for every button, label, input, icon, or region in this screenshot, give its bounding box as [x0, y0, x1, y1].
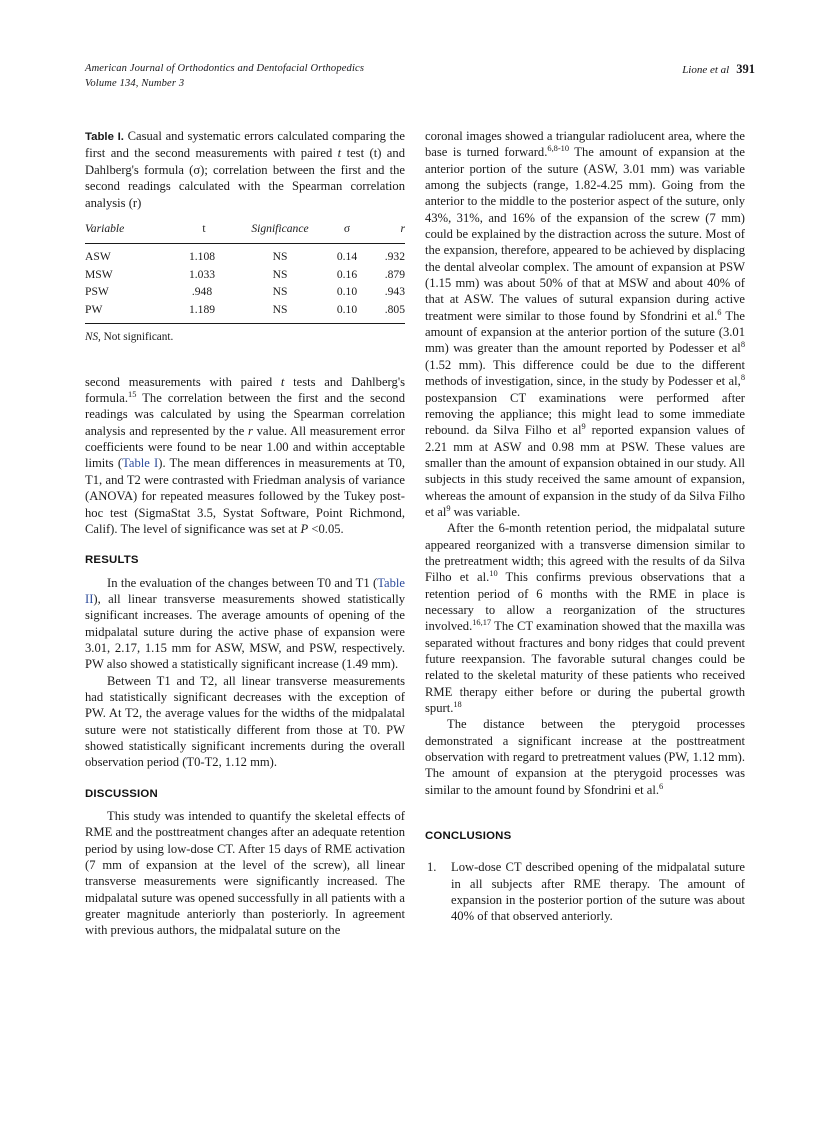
cell-significance: NS — [272, 302, 288, 316]
running-head — [85, 62, 755, 91]
text-segment: ). The mean differences in measurements at T0, T1, and T2 were contrasted with Friedman analysis of variance (ANOVA) for repeated measures followed by the Tukey post-hoc test (SigmaStat 3.5, Systat Software, Point Richmond, Calif). The level of significance was set at — [85, 456, 406, 536]
right-column — [425, 128, 745, 925]
reference-superscript: 6,8-10 — [547, 144, 570, 154]
reference-superscript: 8 — [740, 340, 745, 350]
table-row — [85, 283, 405, 300]
volume-issue: Volume 134, Number 3 — [85, 77, 185, 89]
conclusions-list — [425, 859, 745, 924]
cell-variable: PW — [85, 302, 103, 316]
running-head-left — [85, 62, 364, 91]
heading-discussion: DISCUSSION — [85, 787, 158, 800]
paragraph-results-2: Between T1 and T2, all linear transverse measurements had statistically significant decreases with the exception of PW. At T2, the average values for the widths of the midpalatal suture were not statistically different from those at T0. PW showed statistically significant increments during the overall observation period (T0-T2, 1.12 mm). — [85, 673, 405, 770]
journal-title: American Journal of Orthodontics and Dentofacial Orthopedics — [85, 63, 365, 74]
text-segment: The correlation between the first and the second readings was calculated by using the Spearman correlation analysis and represented by the — [85, 391, 405, 438]
text-segment: ), all linear transverse measurements showed statistically significant increases. The average amounts of opening of the midpalatal suture during the active phase of expansion were 3.01, 2.17, 1.15 mm for ASW, MSW, and PSW, respectively. PW also showed a statistically significant increase (1.49 mm). — [85, 591, 405, 672]
left-column — [85, 128, 405, 939]
table-row — [85, 300, 405, 322]
cell-r: .805 — [384, 302, 405, 316]
cell-variable: MSW — [85, 267, 113, 281]
table-1-caption-part-1: Casual and systematic errors calculated comparing the first and the second measurements with paired — [85, 129, 405, 161]
cell-significance: NS — [272, 267, 288, 281]
paragraph-discussion-continued — [425, 128, 745, 520]
table-header-row — [85, 220, 405, 244]
paragraph-results-1 — [85, 575, 405, 673]
cell-sigma: 0.10 — [336, 285, 358, 299]
italic-p: P — [300, 521, 309, 536]
paragraph-methods-continued — [85, 374, 405, 537]
cell-sigma: 0.14 — [336, 250, 358, 264]
text-segment: The amount of expansion at the anterior portion of the suture (3.01 mm) was greater than the amount reported by Podesser et al — [425, 308, 745, 356]
table-1-body — [85, 244, 405, 323]
table-1-head — [85, 220, 405, 244]
table-1-block — [85, 128, 405, 344]
reference-superscript: 6 — [659, 781, 664, 791]
heading-results: RESULTS — [85, 554, 139, 567]
table-1-footnote — [85, 330, 405, 344]
col-header-significance: Significance — [237, 220, 323, 244]
reference-superscript: 15 — [128, 389, 137, 399]
cell-variable: ASW — [85, 250, 111, 264]
paragraph-retention — [425, 520, 745, 716]
cell-significance: NS — [272, 285, 288, 299]
text-segment: The CT examination showed that the maxilla was separated without fractures and bony ridges that could prevent future reexpansion. The favorable sutural changes could be related to the skeletal maturity of these patients who received RME therapy either before or during the pubertal growth spurt. — [425, 619, 745, 716]
table-2-crossref-link[interactable]: Table II — [85, 575, 405, 606]
running-head-authors: Lione et al — [682, 64, 730, 76]
cell-variable: PSW — [85, 285, 109, 299]
cell-r: .932 — [384, 250, 405, 264]
text-segment: reported expansion values of 2.21 mm at ASW and 0.98 mm at PSW. These values are smaller than the amount of expansion obtained in our study. All subjects in this study received the same amount of expansion, whereas the amount of expansion in the study of da Silva Filho et al — [425, 423, 745, 519]
table-row — [85, 244, 405, 266]
cell-significance: NS — [272, 250, 288, 264]
text-segment: second measurements with paired — [85, 374, 281, 389]
footnote-abbr: NS, — [85, 330, 101, 343]
cell-r: .879 — [384, 267, 405, 281]
cell-sigma: 0.16 — [336, 267, 358, 281]
text-segment: tests and Dahlberg's formula. — [85, 374, 405, 406]
text-segment: After the 6-month retention period, the midpalatal suture appeared reorganized with a transverse dimension similar to the pretreatment width; this agreed with the results of da Silva Filho et al. — [425, 521, 745, 585]
cell-t: 1.108 — [188, 250, 216, 264]
reference-superscript: 6 — [717, 307, 722, 317]
text-segment: The distance between the pterygoid processes demonstrated a significant increase at the posttreatment observation with regard to pretreatment values (PW, 1.12 mm). The amount of expansion at the pterygoid processes was similar to the amount found by Sfondrini et al. — [425, 717, 745, 797]
table-1-caption-t-italic: t — [337, 146, 342, 161]
text-segment: <0.05. — [308, 521, 344, 536]
list-item-text: Low-dose CT described opening of the midpalatal suture in all subjects after RME therapy. The amount of expansion in the posterior portion of the suture was about 40% of that observed anteriorly. — [451, 860, 745, 924]
table-1-caption-part-2: test (t) and Dahlberg's formula (σ); correlation between the first and the second readings calculated with the Spearman correlation analysis (r) — [85, 146, 405, 210]
running-head-right — [682, 62, 755, 78]
text-segment: coronal images showed a triangular radiolucent area, where the base is turned forward. — [425, 129, 745, 160]
heading-conclusions: CONCLUSIONS — [425, 830, 512, 843]
col-header-r: r — [371, 220, 405, 244]
table-1-caption — [85, 128, 405, 211]
reference-superscript: 18 — [453, 699, 462, 709]
text-segment: value. All measurement error coefficients were found to be near 1.00 and within acceptable limits ( — [85, 423, 405, 471]
table-1 — [85, 220, 405, 323]
reference-superscript: 10 — [489, 569, 498, 579]
list-item-number: 1. — [427, 860, 437, 875]
italic-t: t — [280, 374, 285, 389]
table-bottom-rule — [85, 323, 405, 324]
reference-superscript: 9 — [581, 422, 586, 431]
reference-superscript: 8 — [740, 372, 745, 382]
reference-superscript: 9 — [446, 503, 451, 513]
cell-r: .943 — [384, 285, 405, 299]
text-segment: was variable. — [450, 504, 521, 519]
footnote-text: Not significant. — [100, 330, 174, 343]
col-header-t: t — [171, 220, 237, 244]
table-1-crossref-link[interactable]: Table I — [122, 456, 159, 471]
table-row — [85, 266, 405, 283]
cell-t: 1.189 — [188, 302, 216, 316]
cell-sigma: 0.10 — [336, 302, 358, 316]
cell-t: 1.033 — [188, 267, 216, 281]
text-segment: postexpansion CT examinations were performed after removing the appliance; this might lead to some immediate rebound. da Silva Filho et al — [425, 390, 745, 438]
text-segment: In the evaluation of the changes between T0 and T1 ( — [107, 575, 378, 590]
text-segment: The amount of expansion at the anterior portion of the suture (ASW, 3.01 mm) was variable among the subjects (range, 1.82-4.25 mm). Going from the anterior to the middle to the posterior aspect of the suture, only 43%, 31%, and 16% of the expansion of the screw (7 mm) could be explained by the distraction across the suture. Most of the expansion, therefore, appeared to be achieved by displacing the dental alveolar complex. The amount of expansion at PSW (1.15 mm) was about 50% of that at MSW and about 40% of that at ASW. The values of sutural expansion during active treatment were similar to those found by Sfondrini et al. — [425, 145, 745, 323]
col-header-variable: Variable — [85, 220, 171, 244]
reference-superscript: 16,17 — [472, 618, 492, 628]
paragraph-pterygoid — [425, 716, 745, 798]
col-header-sigma: σ — [323, 220, 371, 244]
paragraph-discussion-1: This study was intended to quantify the skeletal effects of RME and the posttreatment changes after an adequate retention period by using low-dose CT. After 15 days of RME activation (7 mm of expansion at the level of the screw), all linear transverse measurements were significantly increased. The midpalatal suture was opened successfully in all patients with a greater magnitude anteriorly than posteriorly. In agreement with previous authors, the midpalatal suture on the — [85, 809, 405, 938]
table-1-label: Table I. — [85, 131, 124, 143]
italic-r: r — [248, 423, 253, 438]
text-segment: This confirms previous observations that a retention period of 6 months with the RME in place is necessary to allow a reorganization of the structures involved. — [425, 570, 746, 634]
text-segment: (1.52 mm). This difference could be due to the different methods of investigation, since, in the study by Podesser et al, — [425, 357, 745, 389]
cell-t: .948 — [191, 285, 213, 299]
list-item — [425, 859, 745, 924]
page-number: 391 — [736, 62, 755, 76]
